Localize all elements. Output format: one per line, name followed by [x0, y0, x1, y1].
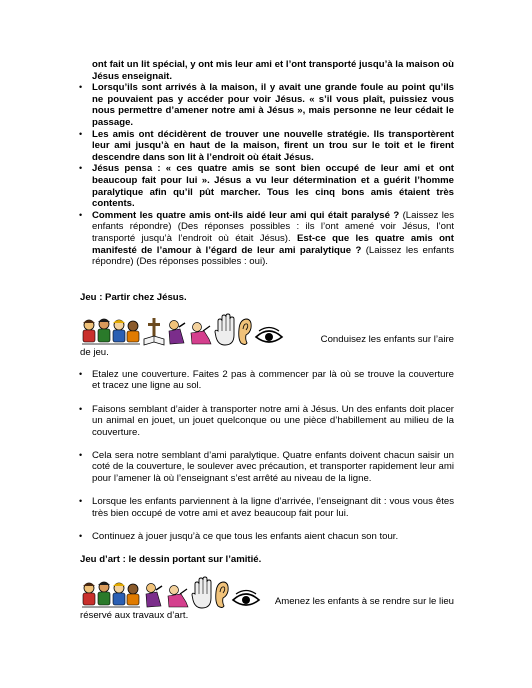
eye-icon: [231, 588, 261, 610]
story-item: [80, 163, 454, 209]
story-item: [80, 59, 454, 82]
game-instruction-cont: de jeu.: [80, 347, 109, 359]
bible-cross-icon: [143, 317, 165, 347]
ear-icon: [214, 580, 230, 610]
praying-person-icon: [166, 317, 188, 347]
bold-text: ont fait un lit spécial, y ont mis leur ami et l’ont transporté jusqu’à la maison où Jésus enseignait.: [92, 59, 454, 82]
hand-icon: [191, 576, 213, 610]
regular-text: (Laissez les enfants répondre) (Des réponses possibles : ils l’ont amené voir Jésus, l’ont transporté jusqu’à l’endroit où était Jésus).: [92, 209, 454, 244]
art-instruction-cont: réservé aux travaux d’art.: [80, 610, 189, 621]
eye-icon: [254, 325, 284, 347]
story-item: [80, 82, 454, 128]
game-step: • Lorsque les enfants parviennent à la ligne d’arrivée, l’enseignant dit : vous vous êtes très bien occupé de votre ami et avez beaucoup fait pour lui.: [80, 496, 454, 519]
game-step: • Faisons semblant d’aider à transporter notre ami à Jésus. Un des enfants doit placer un animal en jouet, un jouet quelconque ou une pièce d’habillement au milieu de la couverture.: [80, 404, 454, 439]
bold-text: Est-ce que les quatre amis ont manifesté de l’amour à l’égard de leur ami paralytique ?: [92, 232, 454, 256]
game-heading: Jeu : Partir chez Jésus.: [80, 291, 187, 303]
art-heading: Jeu d’art : le dessin portant sur l’amitié.: [80, 554, 262, 566]
game-steps-list: [80, 369, 454, 543]
praying-person-icon: [143, 580, 165, 610]
bold-text: Jésus pensa : « ces quatre amis se sont bien occupé de leur ami et ont beaucoup fait pour lui ». Jésus a vu leur détermination et a guérit l’homme paralytique afin qu’il pût marcher. Tous les cinq bons amis étaient très contents.: [92, 163, 454, 210]
bold-text: Lorsqu’ils sont arrivés à la maison, il y avait une grande foule au point qu’ils ne pouvaient pas y accéder pour voir Jésus. « s’il vous plaît, puissiez vous nous permettre d’amener notre ami à Jésus », mais personne ne leur cédait le passage.: [92, 82, 454, 128]
kneeling-person-icon: [189, 317, 213, 347]
children-group-icon: [80, 580, 142, 610]
game-step: • Cela sera notre semblant d’ami paralytique. Quatre enfants doivent chacun saisir un coté de la couverture, le soulever avec précaution, et transporter rapidement leur ami pour l’amener là où l’enseignant s’est arrêté au niveau de la ligne.: [80, 450, 454, 485]
kneeling-person-icon: [166, 580, 190, 610]
game-instruction: Conduisez les enfants sur l’aire: [320, 333, 454, 345]
bold-text: Comment les quatre amis ont-ils aidé leur ami qui était paralysé ?: [92, 209, 400, 221]
art-instruction: Amenez les enfants à se rendre sur le lieu: [274, 596, 454, 608]
art-icon-row: [80, 576, 454, 610]
game-step: • Etalez une couverture. Faites 2 pas à commencer par là où se trouve la couverture et tracez une ligne au sol.: [80, 369, 454, 392]
hand-icon: [214, 313, 236, 347]
ear-icon: [237, 317, 253, 347]
bold-text: Les amis ont décidèrent de trouver une nouvelle stratégie. Ils transportèrent leur ami jusqu’à en haut de la maison, firent un trou sur le toit et le firent descendre dans son lit à l’endroit où était Jésus.: [92, 128, 454, 163]
story-list: [80, 59, 454, 268]
art-activity-icons: [80, 576, 261, 610]
story-item: [80, 210, 454, 268]
game-activity-icons: [80, 313, 284, 347]
story-item: [80, 129, 454, 164]
game-icon-row: [80, 313, 454, 347]
game-step: • Continuez à jouer jusqu’à ce que tous les enfants aient chacun son tour.: [80, 531, 454, 543]
regular-text: (Laissez les enfants répondre) (Des réponses possibles : oui).: [92, 244, 454, 268]
page-content: [80, 59, 454, 622]
children-group-icon: [80, 317, 142, 347]
